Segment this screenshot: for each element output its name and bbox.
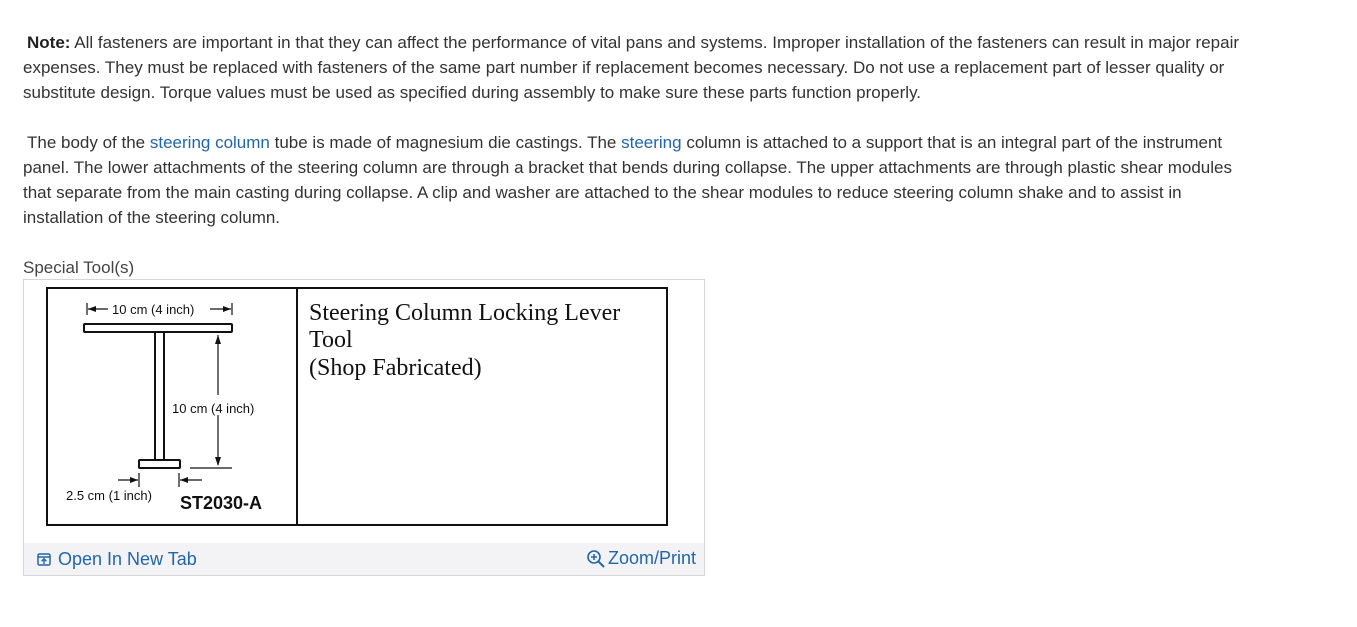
description-text-2: tube is made of magnesium die castings. The <box>269 133 622 152</box>
open-in-new-tab-label: Open In New Tab <box>58 549 197 569</box>
dim-side-label: 10 cm (4 inch) <box>172 401 255 416</box>
tool-name-line-3: (Shop Fabricated) <box>309 355 482 381</box>
description-text-1: The body of the <box>27 133 150 152</box>
zoom-in-icon <box>586 549 606 569</box>
tool-name-line-2: Tool <box>309 327 353 353</box>
note-label: Note: <box>27 33 71 52</box>
tool-top-bar <box>84 324 232 332</box>
tool-illustration <box>46 287 668 527</box>
note-paragraph <box>23 30 1253 105</box>
description-paragraph <box>23 130 1253 230</box>
zoom-print-button[interactable] <box>586 546 696 571</box>
figure-footer <box>24 543 704 575</box>
zoom-print-label: Zoom/Print <box>607 548 696 568</box>
open-in-new-tab-button[interactable] <box>37 547 197 572</box>
tool-name-line-1: Steering Column Locking Lever <box>309 300 621 326</box>
steering-link[interactable]: steering <box>621 133 682 152</box>
description-text-3: column is attached to a support that is an integral part of the instrument panel. The lower attachments of the steering column are through a bracket that bends during collapse. The upper attachments are through plastic shear modules that separate from the main casting during collapse. A clip and washer are attached to the shear modules to reduce steering column shake and to assist in installation of the steering column. <box>23 133 1232 227</box>
dim-bottom-label: 2.5 cm (1 inch) <box>66 488 152 503</box>
tool-stem <box>155 332 164 460</box>
dim-top-label: 10 cm (4 inch) <box>112 302 195 317</box>
tool-foot <box>139 460 180 468</box>
open-in-new-tab-icon <box>37 552 52 567</box>
special-tool-figure <box>23 279 705 576</box>
note-text: All fasteners are important in that they can affect the performance of vital pans and systems. Improper installation of the fasteners can result in major repair expenses. They must be replaced with fasteners of the same part number if replacement becomes necessary. Do not use a replacement part of lesser quality or substitute design. Torque values must be used as specified during assembly to make sure these parts function properly. <box>23 33 1240 102</box>
article-content <box>23 30 1253 230</box>
special-tools-heading: Special Tool(s) <box>23 258 135 277</box>
part-number-label: ST2030-A <box>180 493 263 513</box>
steering-column-link[interactable]: steering column <box>149 133 270 152</box>
